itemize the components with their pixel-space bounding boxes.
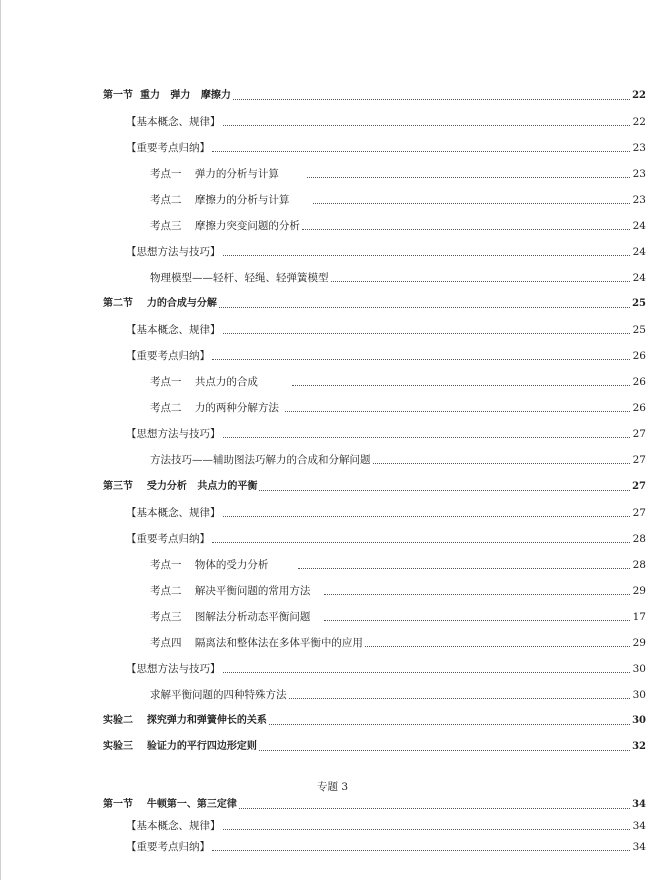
dot-leader: [233, 98, 630, 100]
dot-leader: [223, 254, 631, 256]
toc-page-number: 34: [632, 841, 646, 853]
toc-entry[interactable]: [150, 190, 646, 206]
toc-page-number: 26: [632, 350, 646, 362]
toc-entry[interactable]: [126, 503, 646, 519]
toc-entry-label: 考点一 物体的受力分析: [150, 559, 269, 571]
toc-page-number: 29: [632, 585, 646, 597]
toc-page-number: 34: [632, 799, 646, 810]
dot-leader: [239, 807, 630, 809]
toc-entry-label: 考点三 图解法分析动态平衡问题: [150, 611, 311, 623]
dot-leader: [219, 306, 630, 308]
toc-entry-label: 考点二 力的两种分解方法: [150, 402, 279, 414]
toc-page-number: 26: [632, 376, 646, 388]
dot-leader: [298, 567, 630, 569]
toc-page-number: 32: [632, 741, 646, 752]
toc-entry-label: 【思想方法与技巧】: [126, 246, 221, 258]
dot-leader: [302, 228, 630, 230]
toc-page-number: 34: [632, 820, 646, 832]
toc-page-number: 24: [632, 220, 646, 232]
dot-leader: [223, 515, 631, 517]
toc-entry[interactable]: [126, 816, 646, 832]
toc-entry[interactable]: [150, 164, 646, 180]
toc-entry[interactable]: [150, 633, 646, 649]
toc-page-number: 25: [632, 324, 646, 336]
toc-entry-label: 实验二 探究弹力和弹簧伸长的关系: [103, 715, 267, 726]
toc-entry[interactable]: [126, 320, 646, 336]
toc-entry-label: 考点二 摩擦力的分析与计算: [150, 194, 290, 206]
dot-leader: [269, 723, 630, 725]
toc-entry-label: 第三节 受力分析 共点力的平衡: [103, 481, 258, 492]
toc-page-number: 22: [632, 116, 646, 128]
toc-entry-label: 考点一 弹力的分析与计算: [150, 168, 279, 180]
toc-entry[interactable]: [126, 138, 646, 154]
dot-leader: [324, 619, 630, 621]
toc-entry[interactable]: [126, 659, 646, 675]
toc-entry[interactable]: [150, 685, 646, 701]
toc-page-number: 27: [632, 481, 646, 492]
toc-entry[interactable]: [126, 112, 646, 128]
dot-leader: [212, 358, 630, 360]
toc-entry-label: 【思想方法与技巧】: [126, 428, 221, 440]
dot-leader: [212, 849, 630, 851]
toc-page-number: 30: [632, 715, 646, 726]
toc-entry[interactable]: [150, 555, 646, 571]
toc-page-number: 27: [632, 428, 646, 440]
toc-entry-section-2[interactable]: [103, 294, 646, 310]
toc-page-number: 24: [632, 272, 646, 284]
toc-entry-label: 【思想方法与技巧】: [126, 663, 221, 675]
toc-entry-label: 求解平衡问题的四种特殊方法: [150, 689, 287, 701]
toc-page-number: 24: [632, 246, 646, 258]
toc-entry-label: 考点一 共点力的合成: [150, 376, 258, 388]
toc-entry[interactable]: [126, 837, 646, 853]
dot-leader: [223, 124, 631, 126]
toc-page-number: 28: [632, 533, 646, 545]
toc-entry-label: 考点二 解决平衡问题的常用方法: [150, 585, 311, 597]
dot-leader: [292, 384, 630, 386]
toc-page-number: 26: [632, 402, 646, 414]
toc-page-number: 23: [632, 142, 646, 154]
toc-entry-label: 物理模型——轻杆、轻绳、轻弹簧模型: [150, 272, 329, 284]
toc-page-number: 30: [632, 663, 646, 675]
toc-entry-label: 第一节 重力 弹力 摩擦力: [103, 90, 231, 101]
toc-entry[interactable]: [126, 529, 646, 545]
toc-entry-label: 考点三 摩擦力突变问题的分析: [150, 220, 300, 232]
toc-entry[interactable]: [150, 398, 646, 414]
toc-page-number: 23: [632, 168, 646, 180]
toc-entry-label: 【重要考点归纳】: [126, 841, 210, 853]
toc-entry-section-1-topic-3[interactable]: [103, 795, 646, 811]
toc-entry-label: 【基本概念、规律】: [126, 116, 221, 128]
toc-page-number: 23: [632, 194, 646, 206]
dot-leader: [223, 332, 631, 334]
toc-entry[interactable]: [150, 268, 646, 284]
dot-leader: [259, 489, 630, 491]
toc-entry[interactable]: [150, 450, 646, 466]
toc-entry-label: 第一节 牛顿第一、第三定律: [103, 799, 237, 810]
toc-entry-label: 【基本概念、规律】: [126, 324, 221, 336]
dot-leader: [307, 176, 630, 178]
toc-entry-section-1[interactable]: [103, 86, 646, 102]
dot-leader: [223, 828, 631, 830]
toc-entry[interactable]: [126, 346, 646, 362]
toc-entry[interactable]: [150, 216, 646, 232]
toc-entry-label: 【重要考点归纳】: [126, 142, 210, 154]
toc-page-number: 30: [632, 689, 646, 701]
toc-entry[interactable]: [150, 607, 646, 623]
dot-leader: [324, 593, 630, 595]
dot-leader: [223, 436, 631, 438]
toc-entry-label: 方法技巧——辅助图法巧解力的合成和分解问题: [150, 454, 371, 466]
toc-entry-label: 第二节 力的合成与分解: [103, 298, 217, 309]
toc-page-number: 27: [632, 454, 646, 466]
toc-page-number: 27: [632, 507, 646, 519]
dot-leader: [313, 202, 630, 204]
dot-leader: [373, 462, 631, 464]
toc-entry[interactable]: [150, 372, 646, 388]
toc-entry-label: 【重要考点归纳】: [126, 350, 210, 362]
topic-heading: 专题 3: [316, 781, 349, 793]
dot-leader: [331, 280, 631, 282]
dot-leader: [223, 671, 631, 673]
toc-entry-label: 实验三 验证力的平行四边形定则: [103, 741, 257, 752]
toc-entry[interactable]: [150, 581, 646, 597]
toc-page-number: 28: [632, 559, 646, 571]
dot-leader: [285, 410, 630, 412]
toc-entry-experiment-3[interactable]: [103, 737, 646, 753]
toc-entry[interactable]: [126, 424, 646, 440]
toc-page-number: 22: [632, 90, 646, 101]
toc-entry[interactable]: [126, 242, 646, 258]
toc-entry-experiment-2[interactable]: [103, 711, 646, 727]
dot-leader: [259, 749, 630, 751]
toc-entry-label: 考点四 隔离法和整体法在多体平衡中的应用: [150, 637, 363, 649]
toc-entry-label: 【基本概念、规律】: [126, 820, 221, 832]
dot-leader: [365, 645, 630, 647]
toc-page-number: 17: [632, 611, 646, 623]
toc-page-number: 25: [632, 298, 646, 309]
toc-entry-section-3[interactable]: [103, 477, 646, 493]
toc-entry-label: 【基本概念、规律】: [126, 507, 221, 519]
toc-entry-label: 【重要考点归纳】: [126, 533, 210, 545]
dot-leader: [212, 541, 630, 543]
dot-leader: [289, 697, 631, 699]
dot-leader: [212, 150, 630, 152]
toc-page-number: 29: [632, 637, 646, 649]
